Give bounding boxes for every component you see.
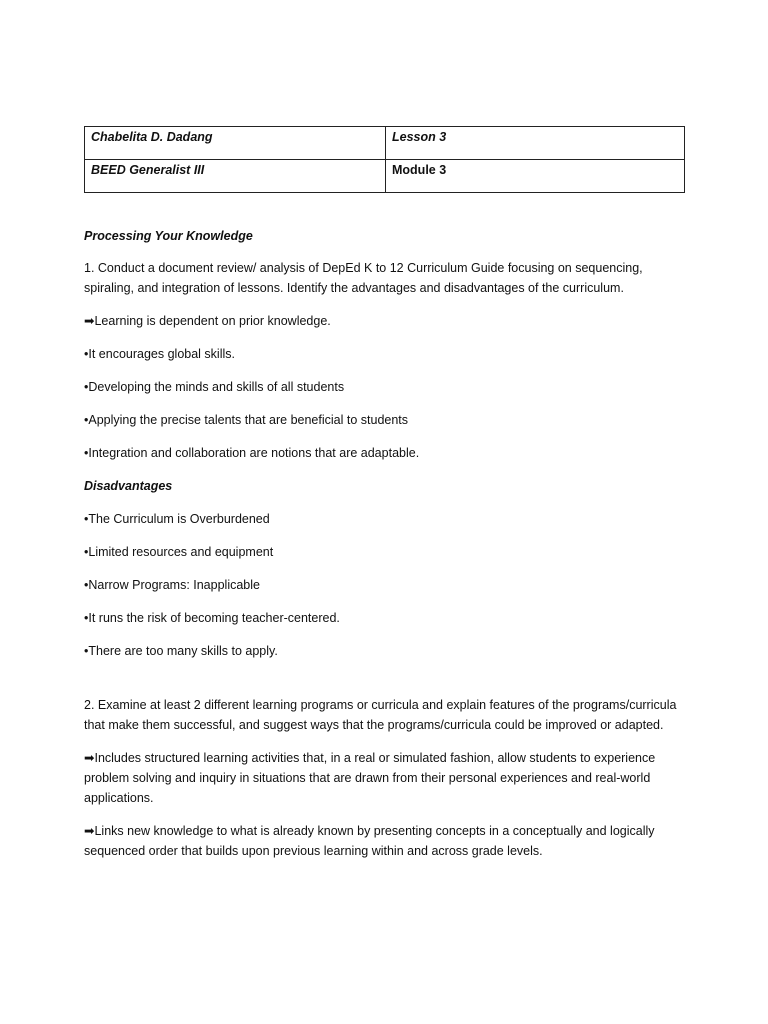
disadvantage-item: •The Curriculum is Overburdened xyxy=(84,512,270,526)
document-page xyxy=(84,126,685,861)
lesson-cell: Lesson 3 xyxy=(386,127,685,160)
question-2: 2. Examine at least 2 different learning programs or curricula and explain features of the programs/curricula that make them successful, and suggest ways that the programs/curricula could be improved or adapted. xyxy=(84,698,677,732)
disadvantage-item: •Limited resources and equipment xyxy=(84,545,274,559)
advantage-item: ➡Learning is dependent on prior knowledge. xyxy=(84,314,331,328)
header-row-1 xyxy=(85,127,685,160)
advantage-item: •It encourages global skills. xyxy=(84,347,235,361)
disadvantage-item: •Narrow Programs: Inapplicable xyxy=(84,578,260,592)
student-name-cell: Chabelita D. Dadang xyxy=(85,127,386,160)
answer-item: ➡Links new knowledge to what is already known by presenting concepts in a conceptually and logically sequenced order that builds upon previous learning within and across grade levels. xyxy=(84,824,655,858)
header-table xyxy=(84,126,685,193)
advantage-item: •Developing the minds and skills of all students xyxy=(84,380,345,394)
advantage-item: •Applying the precise talents that are beneficial to students xyxy=(84,413,409,427)
course-cell: BEED Generalist III xyxy=(85,160,386,193)
question-1: 1. Conduct a document review/ analysis of DepEd K to 12 Curriculum Guide focusing on sequencing, spiraling, and integration of lessons. Identify the advantages and disadvantages of the curriculum. xyxy=(84,261,643,295)
header-row-2 xyxy=(85,160,685,193)
section-title: Processing Your Knowledge xyxy=(84,229,253,243)
disadvantages-heading: Disadvantages xyxy=(84,479,173,493)
advantage-item: •Integration and collaboration are notions that are adaptable. xyxy=(84,446,420,460)
answer-item: ➡Includes structured learning activities that, in a real or simulated fashion, allow students to experience problem solving and inquiry in situations that are drawn from their personal experiences and real-world applications. xyxy=(84,751,656,805)
disadvantage-item: •It runs the risk of becoming teacher-centered. xyxy=(84,611,340,625)
module-cell: Module 3 xyxy=(386,160,685,193)
disadvantage-item: •There are too many skills to apply. xyxy=(84,644,278,658)
